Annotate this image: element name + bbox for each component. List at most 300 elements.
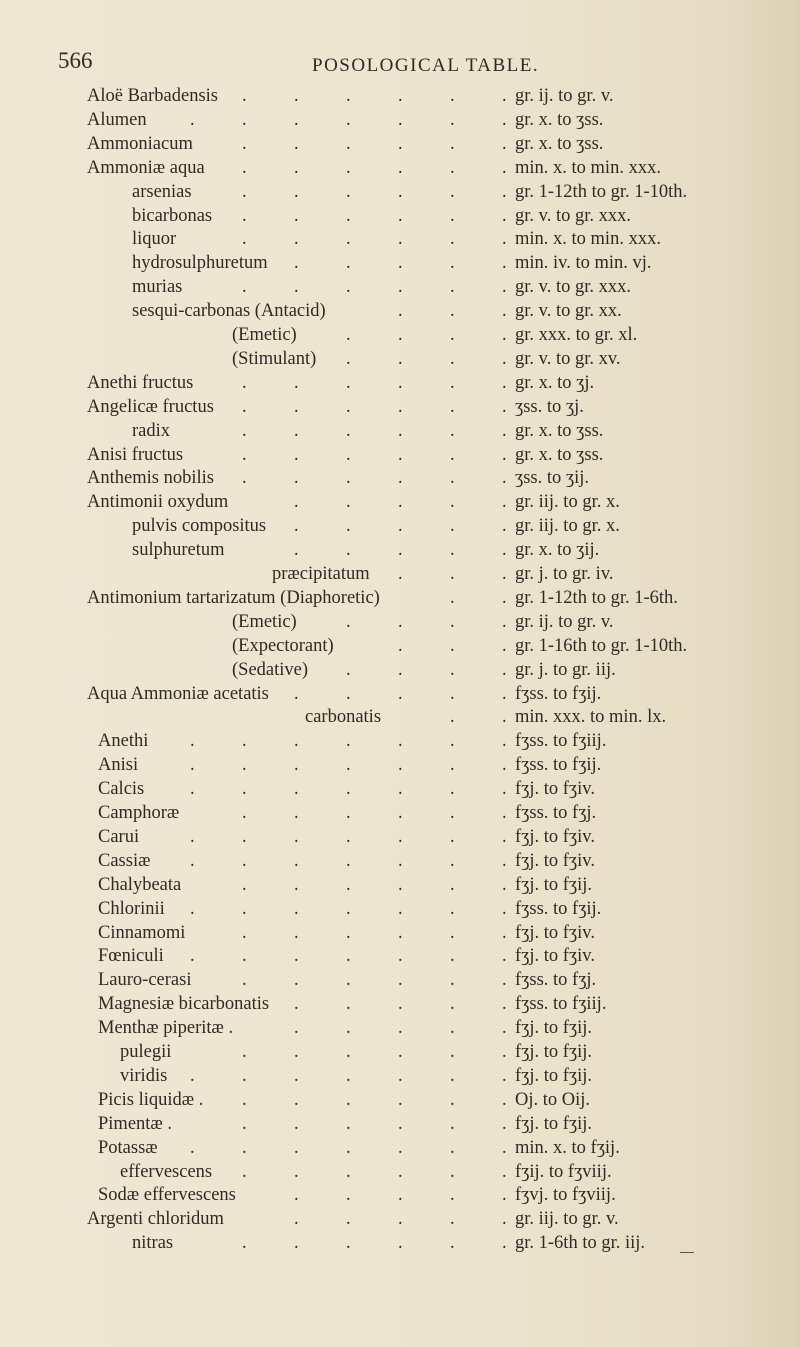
dose-range: fʒj. to fʒiv. (515, 922, 595, 943)
leader-dot: . (502, 492, 507, 513)
dose-range: gr. x. to ʒj. (515, 372, 595, 393)
drug-name: Aloë Barbadensis (87, 86, 219, 106)
leader-dot: . (294, 1185, 299, 1206)
table-row (0, 1018, 800, 1042)
leader-dot: . (190, 1137, 195, 1158)
leader-dot: . (242, 133, 247, 154)
leader-dot: . (450, 1042, 455, 1062)
drug-name: Magnesiæ bicarbonatis (98, 994, 270, 1015)
table-row (0, 564, 800, 588)
leader-dot: . (398, 1042, 403, 1062)
leader-dot: . (346, 731, 351, 752)
drug-name: radix (132, 420, 171, 441)
dose-range: gr. ij. to gr. v. (515, 86, 614, 106)
leader-dot: . (346, 420, 351, 441)
leader-dot: . (450, 253, 455, 274)
leader-dot: . (502, 1089, 507, 1110)
drug-name: Menthæ piperitæ . (98, 1018, 234, 1039)
leader-dot: . (502, 229, 507, 250)
table-row (0, 851, 800, 875)
leader-dot: . (242, 1113, 247, 1134)
leader-dot: . (502, 874, 507, 895)
drug-name: Argenti chloridum (87, 1209, 224, 1230)
leader-dot: . (398, 850, 403, 871)
dose-range: gr. ij. to gr. v. (515, 611, 614, 632)
table-row (0, 970, 800, 994)
leader-dot: . (294, 1113, 299, 1134)
leader-dot: . (502, 755, 507, 776)
leader-dot: . (502, 1137, 507, 1158)
table-row (0, 421, 800, 445)
leader-dot: . (450, 468, 455, 489)
leader-dot: . (346, 516, 351, 537)
dose-range: gr. j. to gr. iv. (515, 564, 614, 584)
leader-dot: . (502, 611, 507, 632)
drug-name: hydrosulphuretum (132, 253, 268, 274)
leader-dot: . (294, 1089, 299, 1110)
drug-name: (Expectorant) (232, 635, 334, 656)
leader-dot: . (398, 564, 403, 584)
leader-dot: . (450, 1233, 455, 1254)
leader-dot: . (346, 1089, 351, 1110)
dose-range: fʒj. to fʒij. (515, 1065, 593, 1086)
dose-range: min. iv. to min. vj. (515, 253, 652, 274)
dose-range: gr. x. to ʒss. (515, 109, 604, 130)
table-row (0, 994, 800, 1018)
dose-range: gr. iij. to gr. x. (515, 492, 620, 513)
leader-dot: . (450, 396, 455, 417)
leader-dot: . (242, 396, 247, 417)
leader-dot: . (502, 564, 507, 584)
leader-dot: . (502, 86, 507, 106)
leader-dot: . (242, 205, 247, 226)
leader-dot: . (450, 86, 455, 106)
leader-dot: . (398, 994, 403, 1015)
leader-dot: . (242, 444, 247, 465)
table-row (0, 636, 800, 660)
drug-name: Antimonium tartarizatum (Diaphoretic) (87, 587, 380, 608)
table-row (0, 827, 800, 851)
drug-name: Cinnamomi (98, 922, 186, 943)
table-row (0, 158, 800, 182)
leader-dot: . (346, 444, 351, 465)
dose-range: fʒss. to fʒiij. (515, 994, 607, 1015)
leader-dot: . (502, 1113, 507, 1134)
leader-dot: . (346, 994, 351, 1015)
leader-dot: . (450, 826, 455, 847)
drug-name: Lauro-cerasi (98, 970, 192, 991)
drug-name: Carui (98, 826, 140, 847)
leader-dot: . (294, 1137, 299, 1158)
leader-dot: . (190, 826, 195, 847)
drug-name: Alumen (87, 109, 147, 130)
leader-dot: . (294, 922, 299, 943)
table-row (0, 1209, 800, 1233)
drug-name: Anisi (98, 755, 139, 776)
leader-dot: . (450, 348, 455, 369)
leader-dot: . (294, 468, 299, 489)
leader-dot: . (450, 444, 455, 465)
dose-range: fʒj. to fʒiv. (515, 850, 595, 871)
table-row (0, 612, 800, 636)
leader-dot: . (242, 946, 247, 967)
drug-name: Potassæ (98, 1137, 158, 1158)
leader-dot: . (346, 1209, 351, 1230)
leader-dot: . (346, 803, 351, 823)
leader-dot: . (242, 86, 247, 106)
leader-dot: . (242, 922, 247, 943)
leader-dot: . (450, 1018, 455, 1039)
leader-dot: . (294, 253, 299, 274)
leader-dot: . (190, 898, 195, 919)
leader-dot: . (294, 850, 299, 871)
leader-dot: . (190, 850, 195, 871)
table-row (0, 1066, 800, 1090)
leader-dot: . (346, 850, 351, 871)
leader-dot: . (242, 468, 247, 489)
leader-dot: . (346, 779, 351, 800)
leader-dot: . (346, 325, 351, 345)
leader-dot: . (398, 1065, 403, 1086)
leader-dot: . (346, 970, 351, 991)
leader-dot: . (398, 1233, 403, 1254)
leader-dot: . (294, 133, 299, 154)
leader-dot: . (242, 157, 247, 178)
table-row (0, 540, 800, 564)
leader-dot: . (294, 372, 299, 393)
dose-range: fʒvj. to fʒviij. (515, 1185, 616, 1206)
leader-dot: . (242, 850, 247, 871)
leader-dot: . (346, 1018, 351, 1039)
leader-dot: . (294, 994, 299, 1015)
running-title: POSOLOGICAL TABLE. (312, 55, 540, 76)
dose-range: gr. x. to ʒss. (515, 133, 604, 154)
leader-dot: . (450, 181, 455, 202)
table-row (0, 1185, 800, 1209)
leader-dot: . (398, 133, 403, 154)
leader-dot: . (346, 348, 351, 369)
leader-dot: . (190, 755, 195, 776)
dose-range: fʒj. to fʒij. (515, 1018, 593, 1039)
dose-range: min. xxx. to min. lx. (515, 707, 667, 728)
leader-dot: . (502, 277, 507, 298)
leader-dot: . (502, 850, 507, 871)
leader-dot: . (242, 1042, 247, 1062)
leader-dot: . (242, 1137, 247, 1158)
leader-dot: . (502, 635, 507, 656)
dose-range: gr. x. to ʒij. (515, 540, 600, 561)
dose-range: gr. v. to gr. xx. (515, 301, 622, 322)
drug-name: Picis liquidæ . (98, 1089, 204, 1110)
leader-dot: . (502, 707, 507, 728)
leader-dot: . (346, 755, 351, 776)
leader-dot: . (450, 611, 455, 632)
leader-dot: . (190, 779, 195, 800)
leader-dot: . (502, 1042, 507, 1062)
drug-name: Anethi fructus (87, 372, 194, 393)
leader-dot: . (450, 970, 455, 991)
table-row (0, 779, 800, 803)
leader-dot: . (242, 277, 247, 298)
drug-name: Ammoniæ aqua (87, 157, 205, 178)
leader-dot: . (398, 970, 403, 991)
leader-dot: . (190, 731, 195, 752)
table-row (0, 134, 800, 158)
leader-dot: . (346, 1065, 351, 1086)
leader-dot: . (242, 109, 247, 130)
table-row (0, 946, 800, 970)
leader-dot: . (450, 587, 455, 608)
leader-dot: . (450, 1161, 455, 1182)
leader-dot: . (502, 1185, 507, 1206)
dose-range: gr. iij. to gr. x. (515, 516, 620, 537)
table-row (0, 875, 800, 899)
leader-dot: . (450, 755, 455, 776)
dose-range: Oj. to Oij. (515, 1089, 591, 1110)
leader-dot: . (502, 396, 507, 417)
table-row (0, 755, 800, 779)
leader-dot: . (502, 922, 507, 943)
drug-name: Anthemis nobilis (87, 468, 214, 489)
leader-dot: . (502, 659, 507, 680)
table-row (0, 707, 800, 731)
table-row (0, 516, 800, 540)
drug-name: (Sedative) (232, 659, 309, 680)
dose-range: fʒj. to fʒij. (515, 1042, 593, 1062)
drug-name: Chlorinii (98, 898, 165, 919)
leader-dot: . (398, 325, 403, 345)
leader-dot: . (502, 779, 507, 800)
leader-dot: . (450, 229, 455, 250)
table-row (0, 110, 800, 134)
leader-dot: . (502, 540, 507, 561)
drug-name: nitras (132, 1233, 174, 1254)
leader-dot: . (450, 277, 455, 298)
leader-dot: . (502, 898, 507, 919)
dose-range: fʒss. to fʒij. (515, 755, 602, 776)
leader-dot: . (450, 133, 455, 154)
leader-dot: . (294, 492, 299, 513)
table-row (0, 899, 800, 923)
drug-name: pulegii (120, 1042, 172, 1062)
table-row (0, 1114, 800, 1138)
leader-dot: . (398, 301, 403, 322)
leader-dot: . (450, 420, 455, 441)
leader-dot: . (294, 1209, 299, 1230)
leader-dot: . (450, 731, 455, 752)
drug-name: liquor (132, 229, 177, 250)
leader-dot: . (450, 850, 455, 871)
table-row (0, 229, 800, 253)
leader-dot: . (502, 516, 507, 537)
drug-name: Calcis (98, 779, 145, 800)
leader-dot: . (242, 1233, 247, 1254)
dose-range: fʒss. to fʒiij. (515, 731, 607, 752)
leader-dot: . (502, 348, 507, 369)
end-mark (680, 1252, 694, 1253)
leader-dot: . (450, 803, 455, 823)
leader-dot: . (294, 874, 299, 895)
leader-dot: . (398, 1137, 403, 1158)
leader-dot: . (450, 540, 455, 561)
leader-dot: . (450, 1185, 455, 1206)
drug-name: bicarbonas (132, 205, 213, 226)
leader-dot: . (294, 86, 299, 106)
leader-dot: . (294, 803, 299, 823)
leader-dot: . (450, 898, 455, 919)
leader-dot: . (450, 1209, 455, 1230)
table-row (0, 1233, 800, 1257)
leader-dot: . (502, 372, 507, 393)
leader-dot: . (502, 1065, 507, 1086)
leader-dot: . (294, 420, 299, 441)
leader-dot: . (398, 444, 403, 465)
table-row (0, 923, 800, 947)
leader-dot: . (398, 946, 403, 967)
drug-name: sulphuretum (132, 540, 225, 561)
leader-dot: . (294, 1161, 299, 1182)
dose-range: gr. xxx. to gr. xl. (515, 325, 638, 345)
leader-dot: . (450, 564, 455, 584)
leader-dot: . (294, 229, 299, 250)
leader-dot: . (346, 922, 351, 943)
table-row (0, 301, 800, 325)
dose-range: min. x. to fʒij. (515, 1137, 620, 1158)
leader-dot: . (242, 1065, 247, 1086)
leader-dot: . (502, 1161, 507, 1182)
leader-dot: . (294, 277, 299, 298)
leader-dot: . (398, 229, 403, 250)
leader-dot: . (242, 874, 247, 895)
leader-dot: . (398, 922, 403, 943)
leader-dot: . (450, 301, 455, 322)
table-row (0, 1090, 800, 1114)
leader-dot: . (346, 826, 351, 847)
table-row (0, 373, 800, 397)
leader-dot: . (398, 372, 403, 393)
leader-dot: . (502, 325, 507, 345)
leader-dot: . (294, 779, 299, 800)
leader-dot: . (294, 683, 299, 704)
leader-dot: . (502, 1233, 507, 1254)
leader-dot: . (398, 253, 403, 274)
leader-dot: . (450, 516, 455, 537)
table-row (0, 1042, 800, 1066)
table-row (0, 1138, 800, 1162)
dose-range: min. x. to min. xxx. (515, 157, 661, 178)
leader-dot: . (450, 635, 455, 656)
leader-dot: . (398, 1209, 403, 1230)
leader-dot: . (346, 277, 351, 298)
leader-dot: . (502, 109, 507, 130)
leader-dot: . (450, 492, 455, 513)
leader-dot: . (294, 970, 299, 991)
leader-dot: . (398, 348, 403, 369)
leader-dot: . (346, 372, 351, 393)
leader-dot: . (242, 731, 247, 752)
leader-dot: . (294, 946, 299, 967)
leader-dot: . (242, 372, 247, 393)
leader-dot: . (346, 396, 351, 417)
table-row (0, 492, 800, 516)
dose-range: fʒij. to fʒviij. (515, 1161, 612, 1182)
leader-dot: . (242, 1161, 247, 1182)
leader-dot: . (242, 181, 247, 202)
leader-dot: . (242, 755, 247, 776)
leader-dot: . (450, 1089, 455, 1110)
leader-dot: . (450, 205, 455, 226)
leader-dot: . (294, 1042, 299, 1062)
leader-dot: . (398, 826, 403, 847)
leader-dot: . (450, 1113, 455, 1134)
leader-dot: . (502, 587, 507, 608)
leader-dot: . (294, 444, 299, 465)
leader-dot: . (346, 109, 351, 130)
drug-name: Anisi fructus (87, 444, 184, 465)
table-row (0, 397, 800, 421)
leader-dot: . (346, 492, 351, 513)
leader-dot: . (502, 1018, 507, 1039)
leader-dot: . (294, 540, 299, 561)
leader-dot: . (398, 109, 403, 130)
leader-dot: . (398, 731, 403, 752)
leader-dot: . (346, 1233, 351, 1254)
dose-range: fʒj. to fʒij. (515, 874, 593, 895)
dose-range: fʒss. to fʒij. (515, 683, 602, 704)
leader-dot: . (398, 1018, 403, 1039)
dose-range: ʒss. to ʒij. (515, 468, 589, 489)
leader-dot: . (398, 779, 403, 800)
drug-name: Anethi (98, 731, 149, 752)
leader-dot: . (346, 1161, 351, 1182)
page-number: 566 (58, 48, 93, 73)
leader-dot: . (502, 157, 507, 178)
drug-name: carbonatis (305, 707, 382, 728)
leader-dot: . (346, 133, 351, 154)
leader-dot: . (190, 1065, 195, 1086)
table-row (0, 206, 800, 230)
drug-name: pulvis compositus (132, 516, 267, 537)
leader-dot: . (346, 253, 351, 274)
leader-dot: . (502, 301, 507, 322)
drug-name: Sodæ effervescens (98, 1185, 236, 1206)
drug-name: effervescens (120, 1161, 213, 1182)
drug-name: Cassiæ (98, 850, 151, 871)
dose-range: gr. j. to gr. iij. (515, 659, 616, 680)
leader-dot: . (346, 1185, 351, 1206)
leader-dot: . (294, 826, 299, 847)
drug-name: (Emetic) (232, 611, 297, 632)
leader-dot: . (450, 157, 455, 178)
leader-dot: . (398, 277, 403, 298)
drug-name: (Emetic) (232, 325, 297, 345)
dose-range: gr. 1-16th to gr. 1-10th. (515, 635, 688, 656)
leader-dot: . (450, 1137, 455, 1158)
leader-dot: . (398, 635, 403, 656)
table-row (0, 349, 800, 373)
drug-name: Antimonii oxydum (87, 492, 229, 513)
table-row (0, 445, 800, 469)
leader-dot: . (346, 659, 351, 680)
leader-dot: . (346, 946, 351, 967)
dose-range: fʒss. to fʒj. (515, 803, 597, 823)
dose-range: fʒss. to fʒij. (515, 898, 602, 919)
leader-dot: . (398, 492, 403, 513)
table-row (0, 731, 800, 755)
leader-dot: . (450, 683, 455, 704)
table-row (0, 684, 800, 708)
drug-name: arsenias (132, 181, 192, 202)
